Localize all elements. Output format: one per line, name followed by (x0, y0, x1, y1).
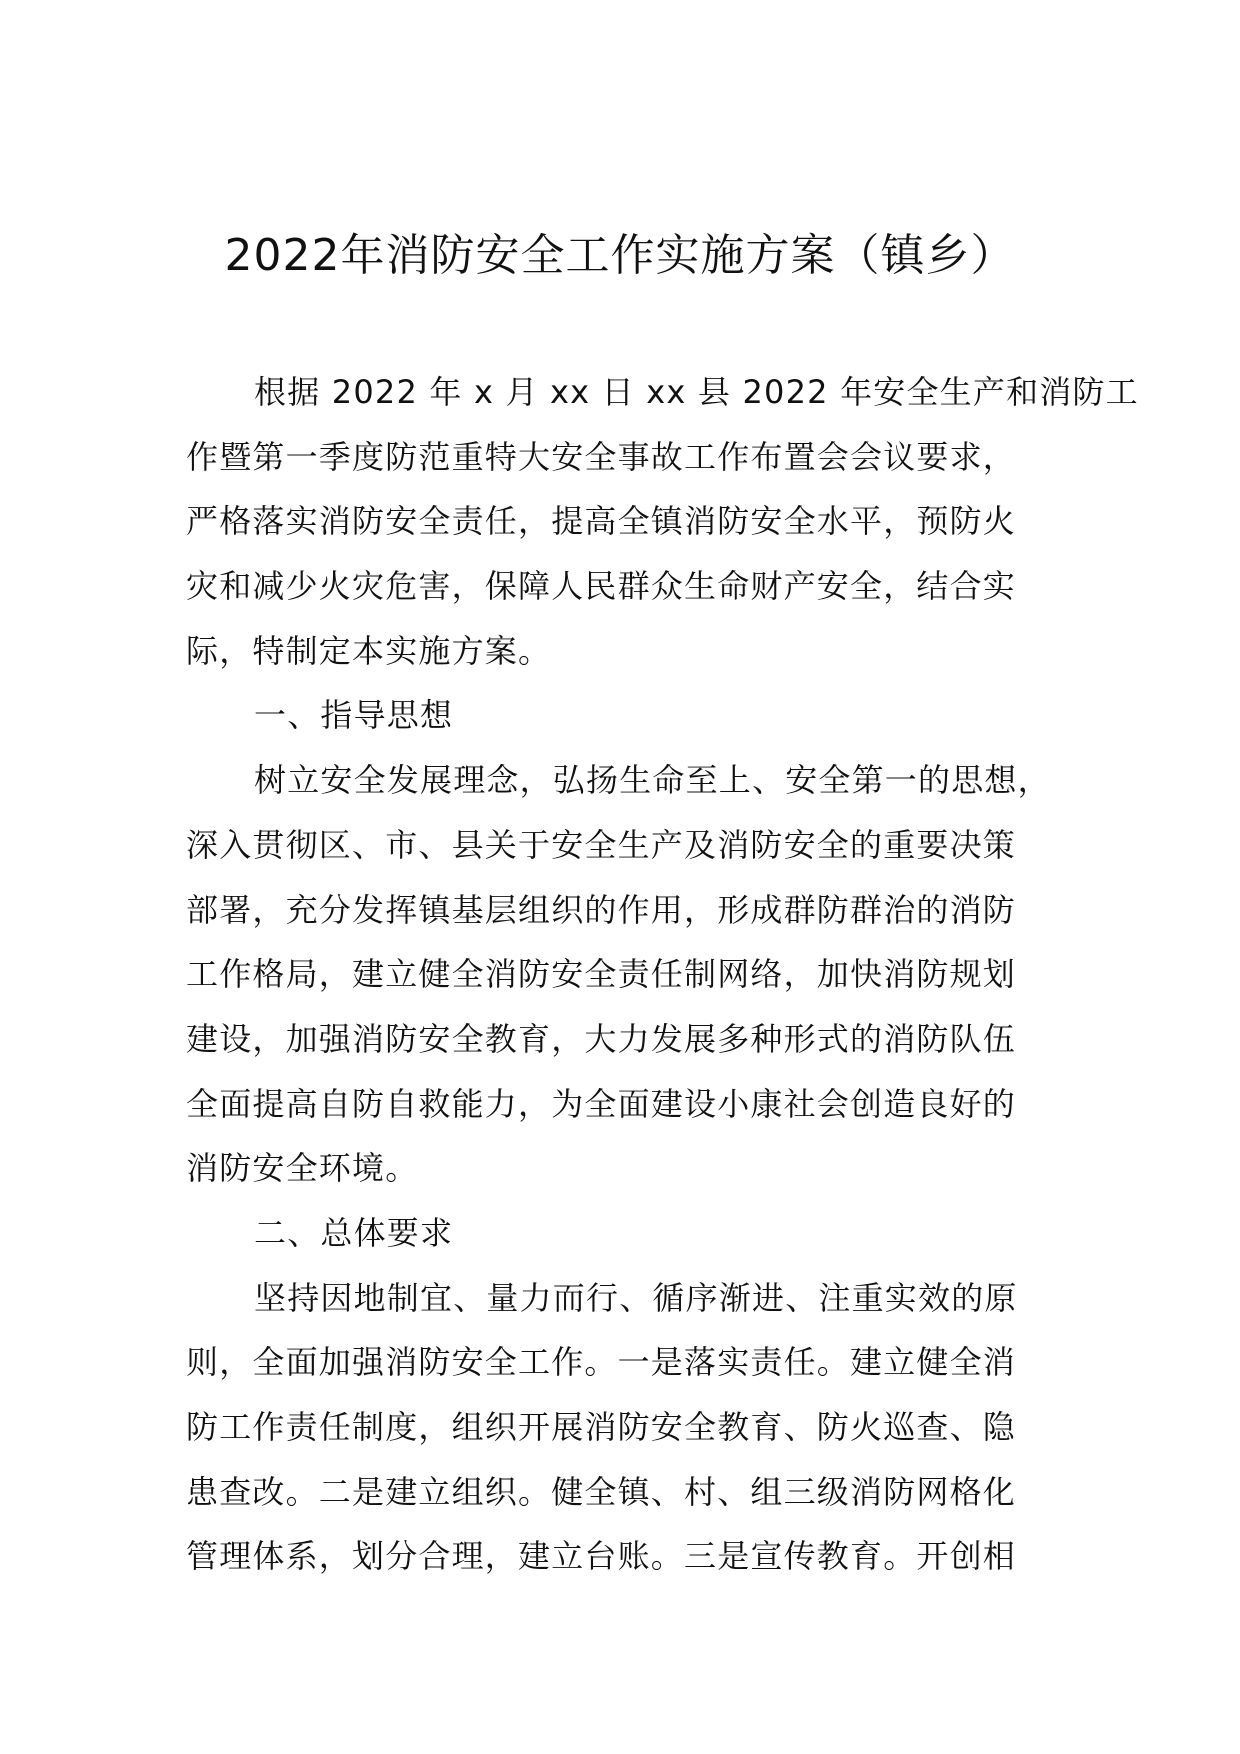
paragraph-line: 防工作责任制度，组织开展消防安全教育、防火巡查、隐 (186, 1408, 1017, 1446)
paragraph-line: 深入贯彻区、市、县关于安全生产及消防安全的重要决策 (186, 825, 1017, 864)
paragraph-line: 消防安全环境。 (186, 1149, 419, 1188)
section-heading: 一、指导思想 (254, 696, 454, 735)
paragraph-line: 管理体系，划分合理，建立台账。三是宣传教育。开创相 (186, 1537, 1017, 1576)
paragraph-line: 根据 2022 年 x 月 xx 日 xx 县 2022 年安全生产和消防工 (254, 373, 1139, 411)
paragraph-line: 患查改。二是建立组织。健全镇、村、组三级消防网格化 (186, 1472, 1017, 1511)
paragraph-line: 作暨第一季度防范重特大安全事故工作布置会会议要求， (186, 437, 1017, 476)
paragraph-line: 际，特制定本实施方案。 (186, 631, 552, 670)
paragraph-line: 灾和减少火灾危害，保障人民群众生命财产安全，结合实 (186, 567, 1017, 606)
paragraph-line: 建设，加强消防安全教育，大力发展多种形式的消防队伍 (186, 1019, 1017, 1058)
paragraph-line: 坚持因地制宜、量力而行、循序渐进、注重实效的原 (254, 1278, 1018, 1317)
paragraph-line: 则，全面加强消防安全工作。一是落实责任。建立健全消 (186, 1343, 1017, 1382)
document-title: 2022年消防安全工作实施方案（镇乡） (224, 230, 1016, 281)
document-body (186, 360, 1139, 1589)
paragraph-line: 树立安全发展理念，弘扬生命至上、安全第一的思想， (254, 761, 1051, 800)
paragraph-line: 全面提高自防自救能力，为全面建设小康社会创造良好的 (186, 1084, 1017, 1123)
paragraph-line: 工作格局，建立健全消防安全责任制网络，加快消防规划 (186, 955, 1017, 994)
paragraph-line: 严格落实消防安全责任，提高全镇消防安全水平，预防火 (186, 502, 1017, 541)
paragraph-line: 部署，充分发挥镇基层组织的作用，形成群防群治的消防 (186, 890, 1017, 929)
section-heading: 二、总体要求 (254, 1213, 454, 1252)
